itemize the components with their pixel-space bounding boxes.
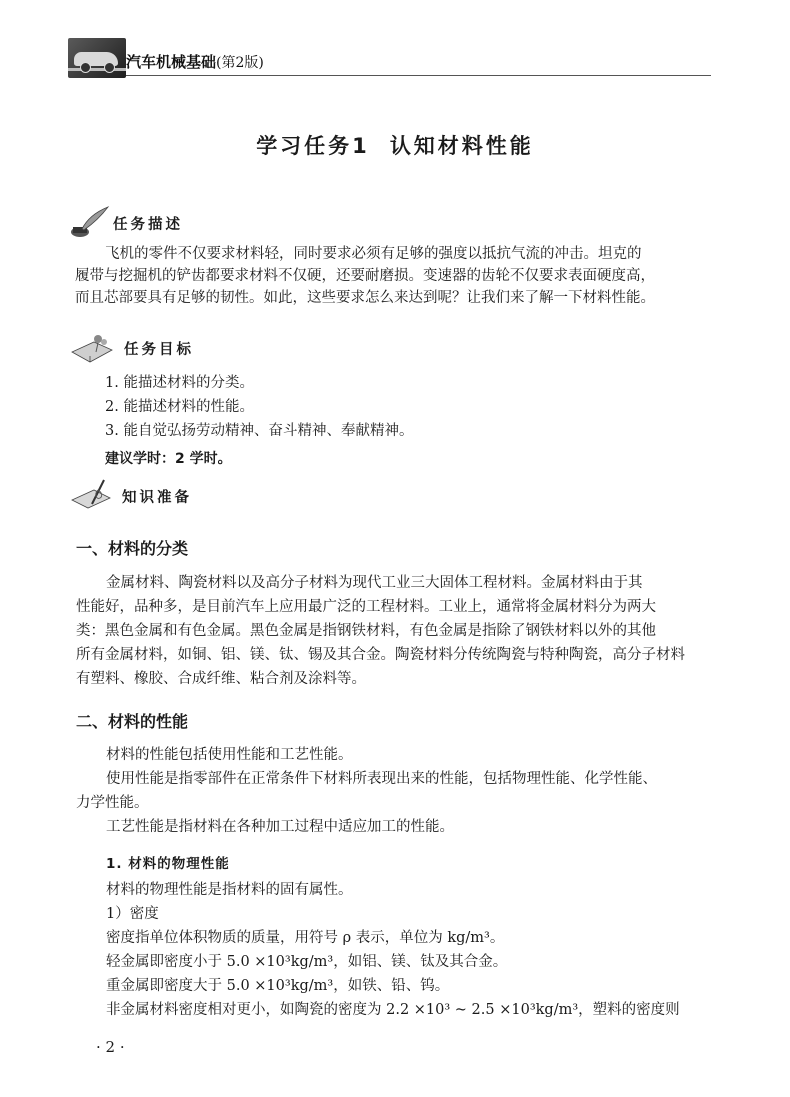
section-label-objectives: 任务目标 bbox=[124, 342, 194, 358]
properties-paragraph: 材料的性能包括使用性能和工艺性能。 使用性能是指零部件在正常条件下材料所表现出来的性能，包括物理性能、化学性能、 力学性能。 工艺性能是指材料在各种加工过程中适应加工的性能。 bbox=[76, 747, 657, 835]
heading-material-classification: 一、材料的分类 bbox=[76, 539, 189, 558]
quill-ink-icon bbox=[66, 205, 110, 239]
objective-item: 3. 能自觉弘扬劳动精神、奋斗精神、奉献精神。 bbox=[105, 423, 414, 439]
description-text: 飞机的零件不仅要求材料轻，同时要求必须有足够的强度以抵抗气流的冲击。坦克的 履带与挖掘机的铲齿都要求材料不仅硬，还要耐磨损。变速器的齿轮不仅要求表面硬度高， 而且芯部要具有足够的韧性。如此，这些要求怎么来达到呢？让我们来了解一下材料性能。 bbox=[75, 246, 655, 306]
book-title: 汽车机械基础(第2版) bbox=[126, 53, 264, 71]
physical-properties-text: 材料的物理性能是指材料的固有属性。 1）密度 密度指单位体积物质的质量，用符号 ρ 表示，单位为 kg/m³。 轻金属即密度小于 5.0 ×10³kg/m³，如铝、镁、钛及其合金。 重金属即密度大于 5.0 ×10³kg/m³，如铁、铅、钨。 非金属材料密度相对更小，如陶瓷的密度为 2.2 ×10³ ~ 2.5 ×10³kg/m³，塑料的密度则 bbox=[106, 882, 680, 1018]
task-title: 学习任务1 认知材料性能 bbox=[256, 134, 534, 158]
page-number: · 2 · bbox=[96, 1038, 125, 1056]
objectives-list bbox=[105, 372, 413, 444]
book-logo-icon bbox=[68, 38, 126, 78]
objective-item: 1. 能描述材料的分类。 bbox=[105, 375, 254, 391]
heading-material-properties: 二、材料的性能 bbox=[76, 712, 189, 731]
suggested-hours: 建议学时：2 学时。 bbox=[105, 451, 232, 467]
section-label-description: 任务描述 bbox=[113, 217, 183, 233]
notebook-pen-icon bbox=[70, 478, 114, 512]
heading-physical-properties: 1. 材料的物理性能 bbox=[106, 856, 230, 872]
objective-item: 2. 能描述材料的性能。 bbox=[105, 399, 254, 415]
open-book-flower-icon bbox=[70, 332, 114, 366]
classification-paragraph: 金属材料、陶瓷材料以及高分子材料为现代工业三大固体工程材料。金属材料由于其 性能好，品种多，是目前汽车上应用最广泛的工程材料。工业上，通常将金属材料分为两大 类：黑色金属和有色金属。黑色金属是指钢铁材料，有色金属是指除了钢铁材料以外的其他 所有金属材料，如铜、铝、镁、钛、锡及其合金。陶瓷材料分传统陶瓷与特种陶瓷，高分子材料 有塑料、橡胶、合成纤维、粘合剂及涂料等。 bbox=[76, 575, 685, 687]
section-label-knowledge: 知识准备 bbox=[122, 490, 192, 506]
header-rule bbox=[126, 75, 711, 76]
